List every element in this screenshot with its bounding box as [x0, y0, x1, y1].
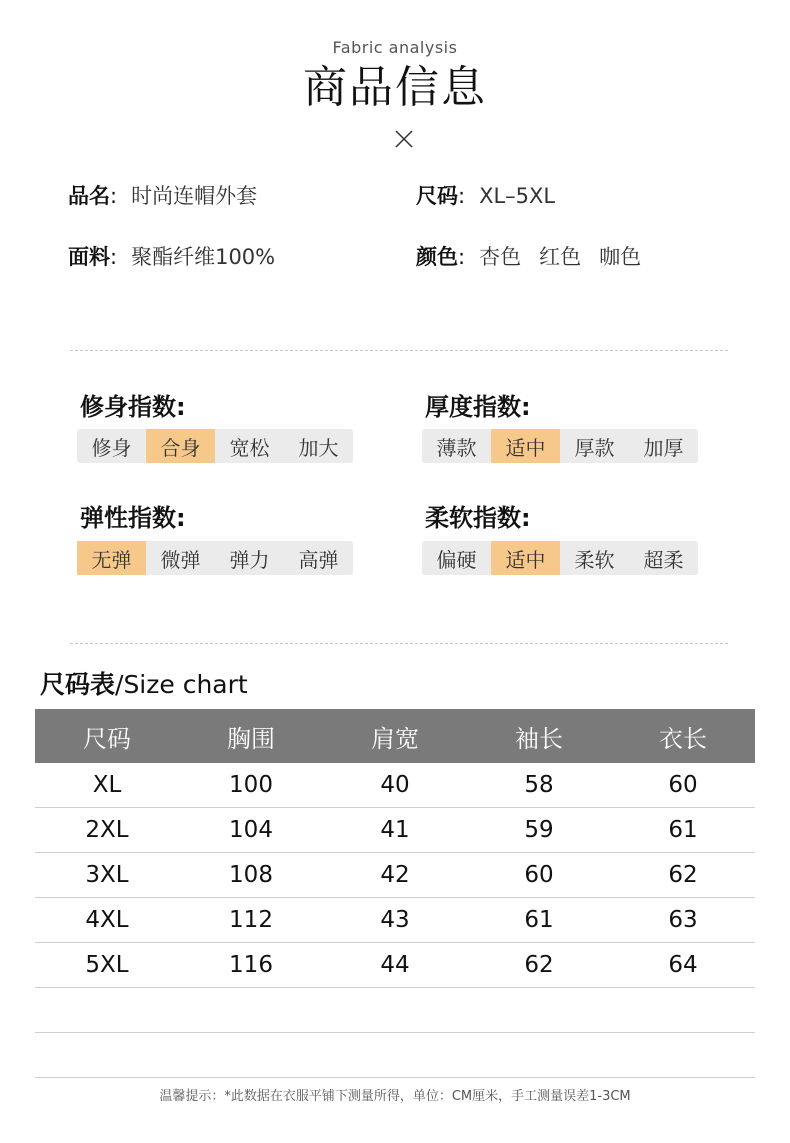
scale-option: 弹力	[229, 547, 270, 572]
table-cell: 100	[179, 763, 323, 808]
info-fabric	[68, 243, 275, 271]
column-header: 袖长	[467, 709, 611, 763]
section-subtitle: Fabric analysis	[332, 38, 458, 57]
info-key: 品名	[68, 184, 110, 208]
table-header-row	[35, 709, 755, 763]
scale-option: 加大	[298, 435, 339, 460]
table-cell: 60	[467, 853, 611, 898]
table-row	[35, 808, 755, 853]
table-cell: 40	[323, 763, 467, 808]
divider	[70, 643, 728, 644]
thickness-index-title: 厚度指数:	[425, 393, 531, 421]
color-option: 杏色	[479, 245, 522, 269]
scale-option: 修身	[91, 435, 132, 460]
info-value: 时尚连帽外套	[131, 184, 258, 208]
info-value: XL–5XL	[479, 184, 556, 208]
scale-option: 宽松	[229, 435, 270, 460]
table-cell: 42	[323, 853, 467, 898]
column-header: 衣长	[611, 709, 755, 763]
table-cell: 41	[323, 808, 467, 853]
elasticity-index-title: 弹性指数:	[80, 504, 186, 532]
info-key: 面料	[68, 245, 110, 269]
close-icon	[395, 130, 413, 148]
size-chart-heading-cn: 尺码表	[40, 670, 116, 699]
fit-index-scale	[77, 429, 353, 463]
scale-option-selected: 无弹	[77, 541, 146, 575]
softness-index-scale	[422, 541, 698, 575]
table-cell: 64	[611, 943, 755, 988]
table-row	[35, 943, 755, 988]
table-cell: 44	[323, 943, 467, 988]
table-cell: 3XL	[35, 853, 179, 898]
table-cell: 58	[467, 763, 611, 808]
info-size-range	[416, 182, 555, 210]
divider	[70, 350, 728, 351]
column-header: 尺码	[35, 709, 179, 763]
table-row	[35, 898, 755, 943]
table-cell: 5XL	[35, 943, 179, 988]
scale-option: 厚款	[574, 435, 615, 460]
table-row-empty	[35, 988, 755, 1033]
size-table	[35, 709, 755, 1078]
info-colors	[416, 243, 641, 271]
table-row	[35, 853, 755, 898]
color-option: 咖色	[599, 245, 642, 269]
thickness-index-scale	[422, 429, 698, 463]
info-key: 尺码	[416, 184, 458, 208]
table-cell: 4XL	[35, 898, 179, 943]
table-cell: 62	[611, 853, 755, 898]
scale-option: 加厚	[643, 435, 684, 460]
softness-index-title: 柔软指数:	[425, 504, 531, 532]
scale-option-selected: 适中	[491, 541, 560, 575]
scale-option: 柔软	[574, 547, 615, 572]
color-option: 红色	[539, 245, 582, 269]
table-cell: 62	[467, 943, 611, 988]
info-separator: :	[458, 184, 466, 208]
table-cell: 61	[467, 898, 611, 943]
table-cell: 116	[179, 943, 323, 988]
info-key: 颜色	[416, 245, 458, 269]
table-cell: 43	[323, 898, 467, 943]
table-row	[35, 763, 755, 808]
measurement-note: 温馨提示：*此数据在衣服平铺下测量所得，单位：CM厘米，手工测量误差1-3CM	[159, 1089, 631, 1104]
info-separator: :	[110, 184, 118, 208]
elasticity-index-scale	[77, 541, 353, 575]
scale-option: 高弹	[298, 547, 339, 572]
table-cell: 60	[611, 763, 755, 808]
scale-option: 偏硬	[436, 547, 477, 572]
scale-option: 超柔	[643, 547, 684, 572]
table-cell: XL	[35, 763, 179, 808]
scale-option-selected: 合身	[146, 429, 215, 463]
info-separator: :	[110, 245, 118, 269]
scale-option: 微弹	[160, 547, 201, 572]
table-cell: 59	[467, 808, 611, 853]
table-cell: 61	[611, 808, 755, 853]
table-cell: 2XL	[35, 808, 179, 853]
table-row-empty	[35, 1033, 755, 1078]
info-product-name	[68, 182, 257, 210]
scale-option-selected: 适中	[491, 429, 560, 463]
column-header: 肩宽	[323, 709, 467, 763]
info-value: 聚酯纤维100%	[131, 245, 276, 269]
table-cell: 108	[179, 853, 323, 898]
info-separator: :	[458, 245, 466, 269]
column-header: 胸围	[179, 709, 323, 763]
table-cell: 63	[611, 898, 755, 943]
fit-index-title: 修身指数:	[80, 393, 186, 421]
size-chart-heading-en: /Size chart	[115, 670, 248, 699]
size-chart-heading	[40, 668, 248, 702]
table-cell: 112	[179, 898, 323, 943]
scale-option: 薄款	[436, 435, 477, 460]
page-title: 商品信息	[303, 62, 487, 113]
table-cell: 104	[179, 808, 323, 853]
